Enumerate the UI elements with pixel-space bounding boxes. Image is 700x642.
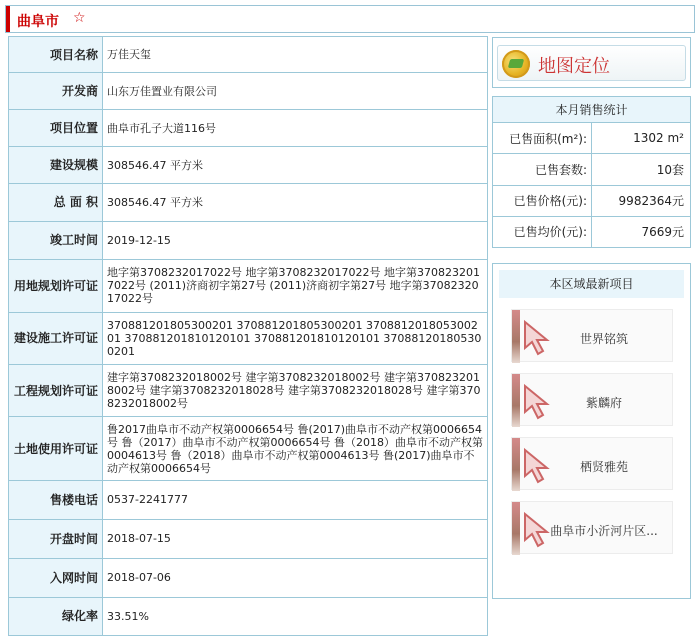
- construction-permit-label: 建设施工许可证: [9, 312, 103, 364]
- total-area-label: 总 面 积: [9, 184, 103, 221]
- scale-label: 建设规模: [9, 147, 103, 184]
- developer-value: 山东万佳置业有限公司: [103, 73, 488, 110]
- sold-price-label: 已售价格(元):: [493, 185, 592, 216]
- map-location-button[interactable]: [497, 45, 686, 81]
- avg-price-value: 7669元: [592, 216, 691, 247]
- greening-rate-value: 33.51%: [103, 597, 488, 635]
- total-area-value: 308546.47 平方米: [103, 184, 488, 221]
- table-row: [9, 147, 488, 184]
- greening-rate-label: 绿化率: [9, 597, 103, 635]
- table-row: [9, 312, 488, 364]
- land-planning-permit-label: 用地规划许可证: [9, 259, 103, 312]
- table-row: [9, 365, 488, 417]
- project-name: 曲阜市小沂河片区...: [550, 524, 658, 538]
- image-placeholder-icon: [512, 438, 520, 491]
- table-row: [9, 221, 488, 259]
- avg-price-label: 已售均价(元):: [493, 216, 592, 247]
- location-value: 曲阜市孔子大道116号: [103, 110, 488, 147]
- project-name: 紫麟府: [585, 396, 622, 410]
- latest-projects-panel: [492, 263, 691, 599]
- image-placeholder-icon: [512, 374, 520, 427]
- favorite-star-icon[interactable]: ☆: [73, 10, 86, 26]
- engineering-permit-value: 建字第3708232018002号 建字第3708232018002号 建字第3708232018002号 建字第3708232018028号 建字第3708232018028号 建字第3708232018002号: [103, 365, 488, 417]
- listing-date-label: 入网时间: [9, 558, 103, 597]
- map-location-label: 地图定位: [538, 56, 610, 77]
- table-row: [493, 154, 691, 185]
- opening-date-label: 开盘时间: [9, 519, 103, 558]
- table-row: [9, 184, 488, 221]
- engineering-permit-label: 工程规划许可证: [9, 365, 103, 417]
- project-name-value: 万佳天玺: [103, 37, 488, 73]
- project-card-xiaoyihe[interactable]: [511, 501, 673, 554]
- project-name: 世界铭筑: [579, 332, 628, 346]
- developer-label: 开发商: [9, 73, 103, 110]
- sales-phone-value: 0537-2241777: [103, 481, 488, 519]
- completion-date-value: 2019-12-15: [103, 221, 488, 259]
- scale-value: 308546.47 平方米: [103, 147, 488, 184]
- table-row: [493, 123, 691, 154]
- project-card-shijie-mingzhu[interactable]: [511, 309, 673, 362]
- table-row: [493, 97, 691, 123]
- land-planning-permit-value: 地字第3708232017022号 地字第3708232017022号 地字第3708232017022号 (2011)济商初字第27号 (2011)济商初字第27号 地字第3708232017022号: [103, 259, 488, 312]
- image-placeholder-icon: [512, 502, 520, 555]
- sold-area-label: 已售面积(m²):: [493, 123, 592, 154]
- table-row: [9, 37, 488, 73]
- table-row: [9, 558, 488, 597]
- location-label: 项目位置: [9, 110, 103, 147]
- opening-date-value: 2018-07-15: [103, 519, 488, 558]
- land-use-permit-label: 土地使用许可证: [9, 417, 103, 481]
- table-row: [493, 185, 691, 216]
- image-placeholder-icon: [512, 310, 520, 363]
- map-icon: [502, 50, 530, 78]
- sales-phone-label: 售楼电话: [9, 481, 103, 519]
- project-info-table: [8, 36, 488, 636]
- monthly-sales-table: [492, 96, 691, 248]
- table-row: [9, 597, 488, 635]
- page-title-bar: [5, 5, 695, 33]
- construction-permit-value: 370881201805300201 370881201805300201 370881201805300201 370881201810120101 370881201810120101 370881201805300201: [103, 312, 488, 364]
- land-use-permit-value: 鲁2017曲阜市不动产权第0006654号 鲁(2017)曲阜市不动产权第0006654号 鲁（2017）曲阜市不动产权第0006654号 鲁（2018）曲阜市不动产权第0004613号 鲁（2018）曲阜市不动产权第0004613号 鲁(2017)曲阜市不动产权第0006654号: [103, 417, 488, 481]
- table-row: [9, 259, 488, 312]
- listing-date-value: 2018-07-06: [103, 558, 488, 597]
- completion-date-label: 竣工时间: [9, 221, 103, 259]
- table-row: [9, 481, 488, 519]
- latest-projects-title: 本区域最新项目: [499, 270, 684, 298]
- sold-units-label: 已售套数:: [493, 154, 592, 185]
- project-name-label: 项目名称: [9, 37, 103, 73]
- sales-title: 本月销售统计: [493, 97, 691, 123]
- table-row: [9, 73, 488, 110]
- project-card-zilinfu[interactable]: [511, 373, 673, 426]
- table-row: [9, 110, 488, 147]
- sold-units-value: 10套: [592, 154, 691, 185]
- table-row: [9, 417, 488, 481]
- project-name: 栖贤雅苑: [579, 460, 628, 474]
- title-accent: [6, 6, 10, 32]
- project-card-qixian-yayuan[interactable]: [511, 437, 673, 490]
- page-title: 曲阜市: [17, 14, 59, 30]
- table-row: [493, 216, 691, 247]
- map-panel: [492, 37, 691, 88]
- table-row: [9, 519, 488, 558]
- sold-price-value: 9982364元: [592, 185, 691, 216]
- sold-area-value: 1302 m²: [592, 123, 691, 154]
